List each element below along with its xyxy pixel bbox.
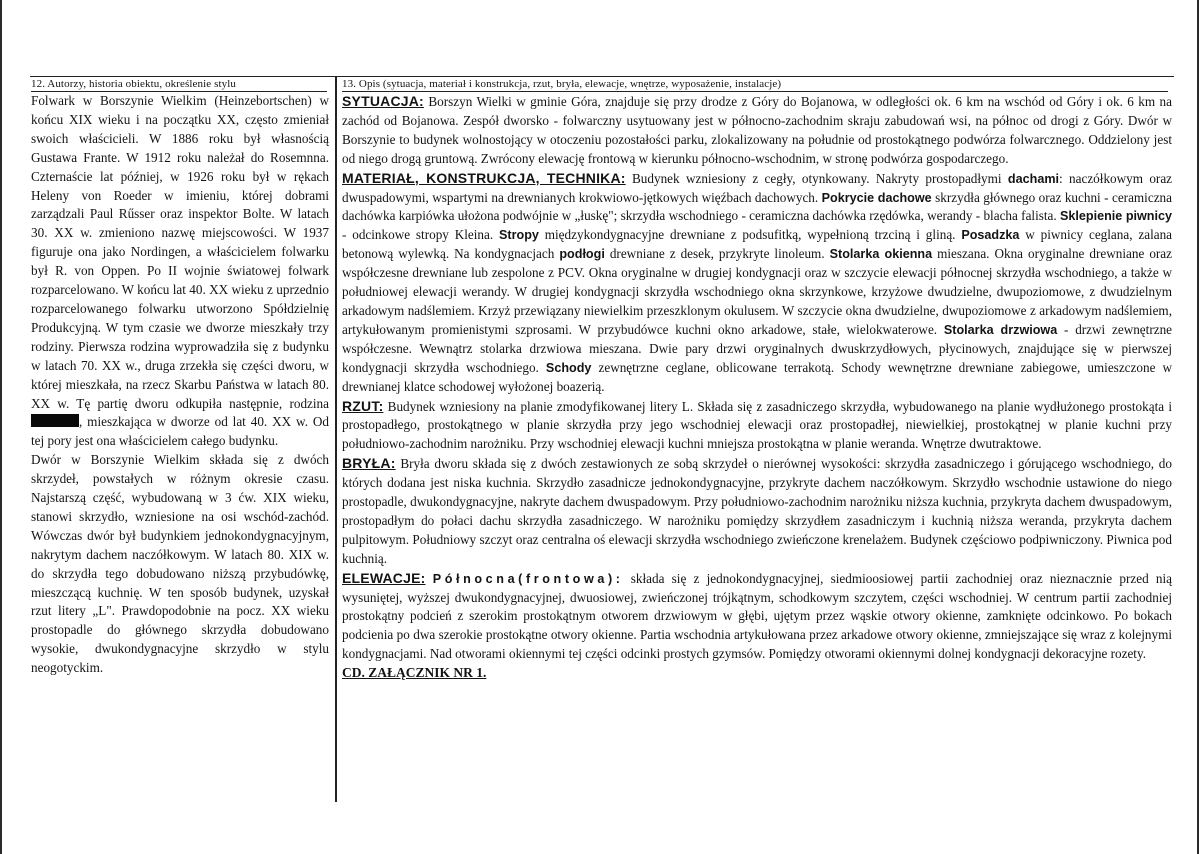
keyword-pokrycie-dachowe: Pokrycie dachowe bbox=[821, 190, 932, 205]
keyword-posadzka: Posadzka bbox=[961, 228, 1020, 243]
continuation-note bbox=[342, 664, 1172, 683]
field-13-label: 13. Opis (sytuacja, materiał i konstrukcja, rzut, bryła, elewacje, wnętrze, wyposażenie, instalacje) bbox=[342, 78, 782, 90]
keyword-dachami: dachami bbox=[1007, 171, 1060, 186]
material-text: - drzwi zewnętrzne współczesne. Wewnątrz stolarka drzwiowa mieszana. Dwie pary drzwi oryginalnych dwuskrzydłowych, płycinowych, znajdujące się w pierwszej kondygnacji skrzydła wschodniego. bbox=[342, 321, 1173, 375]
field-12-label: 12. Autorzy, historia obiektu, określenie stylu bbox=[31, 78, 237, 90]
section-material bbox=[342, 169, 1172, 397]
section-sytuacja bbox=[342, 92, 1172, 169]
section-elewacje bbox=[342, 569, 1172, 665]
material-text: Budynek wzniesiony z cegły, otynkowany. Nakryty prostopadłymi bbox=[632, 170, 1002, 186]
material-text: zewnętrzne ceglane, oblicowane terrakotą. Schody wewnętrzne drewniane zabiegowe, umieszczone w drewnianej klatce schodowej wyłożonej boazerią. bbox=[342, 359, 1172, 394]
material-text: : naczółkowym oraz dwuspadowymi, wspartymi na drewnianych krokwiowo-jętkowych więźbach dachowych. bbox=[342, 170, 1173, 205]
history-paragraph-1 bbox=[31, 92, 329, 451]
material-text: mieszana. Okna oryginalne drewniane oraz współczesne drewniane lub zespolone z PCV. Okna oryginalne w drugiej kondygnacji oraz w szczycie elewacji północnej skrzydła wschodniego, a także w południowej elewacji werandy. W drugiej kondygnacji skrzydła wschodniego okna skrzynkowe, krzyżowe dwudzielne, dwupoziomowe, z dwudzielnym arkadowym nadślemiem. Krzyż przewiązany niewielkim przeszklonym okulusem. W szczycie okna dwudzielne, dwupoziomowe z arkadowym nadślemiem, artykułowanym promienistymi szprosami. W przybudówce kuchni okno arkadowe, stałe, wielokwaterowe. bbox=[342, 246, 1173, 337]
bryla-heading: BRYŁA: bbox=[342, 455, 396, 472]
material-text: drewniane z desek, przykryte linoleum. bbox=[609, 246, 825, 262]
keyword-stropy: Stropy bbox=[499, 228, 539, 243]
history-column bbox=[31, 92, 329, 678]
history-text-1: Folwark w Borszynie Wielkim (Heinzebortschen) w końcu XIX wieku i na początku XX, często zmieniał swoich właścicieli. W 1886 roku był własnością Gustawa Frante. W 1912 roku należał do Rosemnna. Czternaście lat później, w 1926 roku był w rękach Heleny von Roeder w imieniu, której dobrami zarządzali Paul Rűsser oraz inspektor Bolte. W latach 30. XX w. zmieniono nazwę miejscowości. W 1937 figuruje ona jako Nordingen, a właścicielem folwarku był R. von Oppen. Po II wojnie światowej folwark rozparcelowano. W końcu lat 40. XX wieku z uprzednio rozparcelowanego folwarku utworzono Spółdzielnię Produkcyjną. W tym czasie we dworze mieszkały trzy rodziny. Pierwsza rodzina wyprowadziła się z budynku w latach 70. XX w., druga zrzekła się części dworu, w której mieszkała, na rzecz Skarbu Państwa w latach 80. XX w. Tę partię dworu odkupiła następnie, rodzina bbox=[31, 93, 329, 411]
attachment-reference: CD. ZAŁĄCZNIK NR 1. bbox=[342, 665, 487, 681]
elewacje-text: składa się z jednokondygnacyjnej, siedmioosiowej partii zachodniej oraz nieznacznie przed nią wysuniętej, wyższej dwukondygnacyjnej, dwuosiowej, zwieńczonej trójkątnym, schodkowym szczytem, części wschodniej. W centrum partii zachodniej prostokątny podcień z szerokim prostokątnym otworem drzwiowym w głębi, ujętym przez wąskie otwory okienne, zamknięte odcinkowo. Po bokach podcienia po dwa szerokie prostokątne otwory okienne. Partia wschodnia artykułowana przez arkadowe otwory okienne, zmniejszające się wraz z kolejnymi kondygnacjami. Nad otworami okiennymi tej części odcinki prostych gzymsów. Pomiędzy otworami okiennymi dolnej kondygnacji dekoracyjne rozety. bbox=[342, 570, 1172, 662]
keyword-sklepienie-piwnicy: Sklepienie piwnicy bbox=[1060, 209, 1173, 224]
section-bryla bbox=[342, 454, 1172, 568]
keyword-stolarka-okienna: Stolarka okienna bbox=[829, 247, 933, 262]
keyword-stolarka-drzwiowa: Stolarka drzwiowa bbox=[943, 322, 1058, 337]
material-heading: MATERIAŁ, KONSTRUKCJA, TECHNIKA: bbox=[342, 169, 626, 186]
section-rzut bbox=[342, 397, 1172, 455]
rzut-text: Budynek wzniesiony na planie zmodyfikowanej litery L. Składa się z zasadniczego skrzydła, wybudowanego na planie wydłużonego prostokąta i prostopadłego, prostokątnego w planie skrzydła przy jego wschodniej elewacji oraz prostopadłej, niewielkiej, prostokątnej w planie kuchni przy południowo-zachodnim narożniku. Przy wschodniej elewacji kuchni mniejsza prostokątna w planie weranda. Wnętrze dwutraktowe. bbox=[342, 398, 1172, 452]
history-text-2: , mieszkająca w dworze od lat 40. XX w. Od tej pory jest ona właścicielem całego budynku. bbox=[31, 414, 329, 449]
bryla-text: Bryła dworu składa się z dwóch zestawionych ze sobą skrzydeł o nierównej wysokości: skrzydła zasadniczego i górującego wschodniego, do których dodana jest niska kuchnia. Skrzydło zasadnicze jednokondygnacyjne, przykryte dachem naczółkowym. Skrzydło wschodnie ustawione do niego prostopadle, dwukondygnacyjne, nakryte dachem dwuspadowym. Przy południowo-zachodnim narożniku niższa kuchnia, przykryta dachem dwuspadowym, prostopadłym do połaci dachu skrzydła zasadniczego. W narożniku pomiędzy skrzydłem zasadniczym i kuchnią niższa weranda, przykryta dachem pulpitowym. Południowy szczyt oraz centralna oś elewacji skrzydła wschodniego zwieńczone krenelażem. Budynek częściowo podpiwniczony. Piwnica pod kuchnią. bbox=[342, 456, 1172, 566]
sytuacja-heading: SYTUACJA: bbox=[342, 93, 424, 109]
column-divider bbox=[335, 76, 337, 802]
material-text: skrzydła głównego oraz kuchni - ceramiczna dachówka karpiówka ułożona podwójnie w „łuskę"; skrzydła wschodniego - ceramiczna dachówka rzędówka, werandy - blacha falista. bbox=[342, 189, 1172, 224]
elewacje-heading: ELEWACJE: bbox=[342, 569, 426, 586]
keyword-podlogi: podłogi bbox=[559, 247, 605, 262]
material-text: międzykondygnacyjne drewniane z podsufitką, wypełnioną trzciną i gliną. bbox=[544, 227, 956, 243]
description-column bbox=[342, 92, 1172, 683]
history-paragraph-2: Dwór w Borszynie Wielkim składa się z dwóch skrzydeł, powstałych w różnym okresie czasu. Najstarszą część, wybudowaną w 3 ćw. XIX wieku, stanowi skrzydło, wzniesione na osi wschód-zachód. Wówczas dwór był budynkiem jednokondygnacyjnym, nakrytym dachem naczółkowym. W latach 80. XIX w. do skrzydła tego dobudowano niższą przybudówkę, mieszczącą kuchnię. W ten sposób budynek, uzyskał rzut litery „L". Prawdopodobnie na pocz. XX wieku prostopadle do głównego skrzydła dobudowano wysokie, dwukondygnacyjne skrzydło w stylu neogotyckim. bbox=[31, 452, 329, 676]
keyword-schody: Schody bbox=[545, 360, 592, 375]
redacted-name bbox=[31, 414, 79, 427]
material-text: - odcinkowe stropy Kleina. bbox=[342, 227, 494, 243]
form-table bbox=[26, 70, 1174, 802]
elewacje-subheading: Północna(frontowa): bbox=[432, 571, 624, 586]
rzut-heading: RZUT: bbox=[342, 397, 384, 414]
material-text: w piwnicy ceglana, zalana betonową wylewką. Na kondygnacjach bbox=[342, 227, 1173, 262]
sytuacja-text: Borszyn Wielki w gminie Góra, znajduje się przy drodze z Góry do Bojanowa, w odległości ok. 6 km na wschód od Góry i ok. 6 km na zachód od Bojanowa. Zespół dworsko - folwarczny usytuowany jest w północno-zachodnim skraju zabudowań wsi, na północ od drogi z Góry. Dwór w Borszynie to budynek wolnostojący w otoczeniu pozostałości parku, zlokalizowany na południe od prostokątnego podwórza folwarcznego. Oddzielony jest od niego drogą gruntową. Zwrócony elewację frontową w kierunku północno-wschodnim, w stronę podwórza gospodarczego. bbox=[342, 94, 1172, 166]
